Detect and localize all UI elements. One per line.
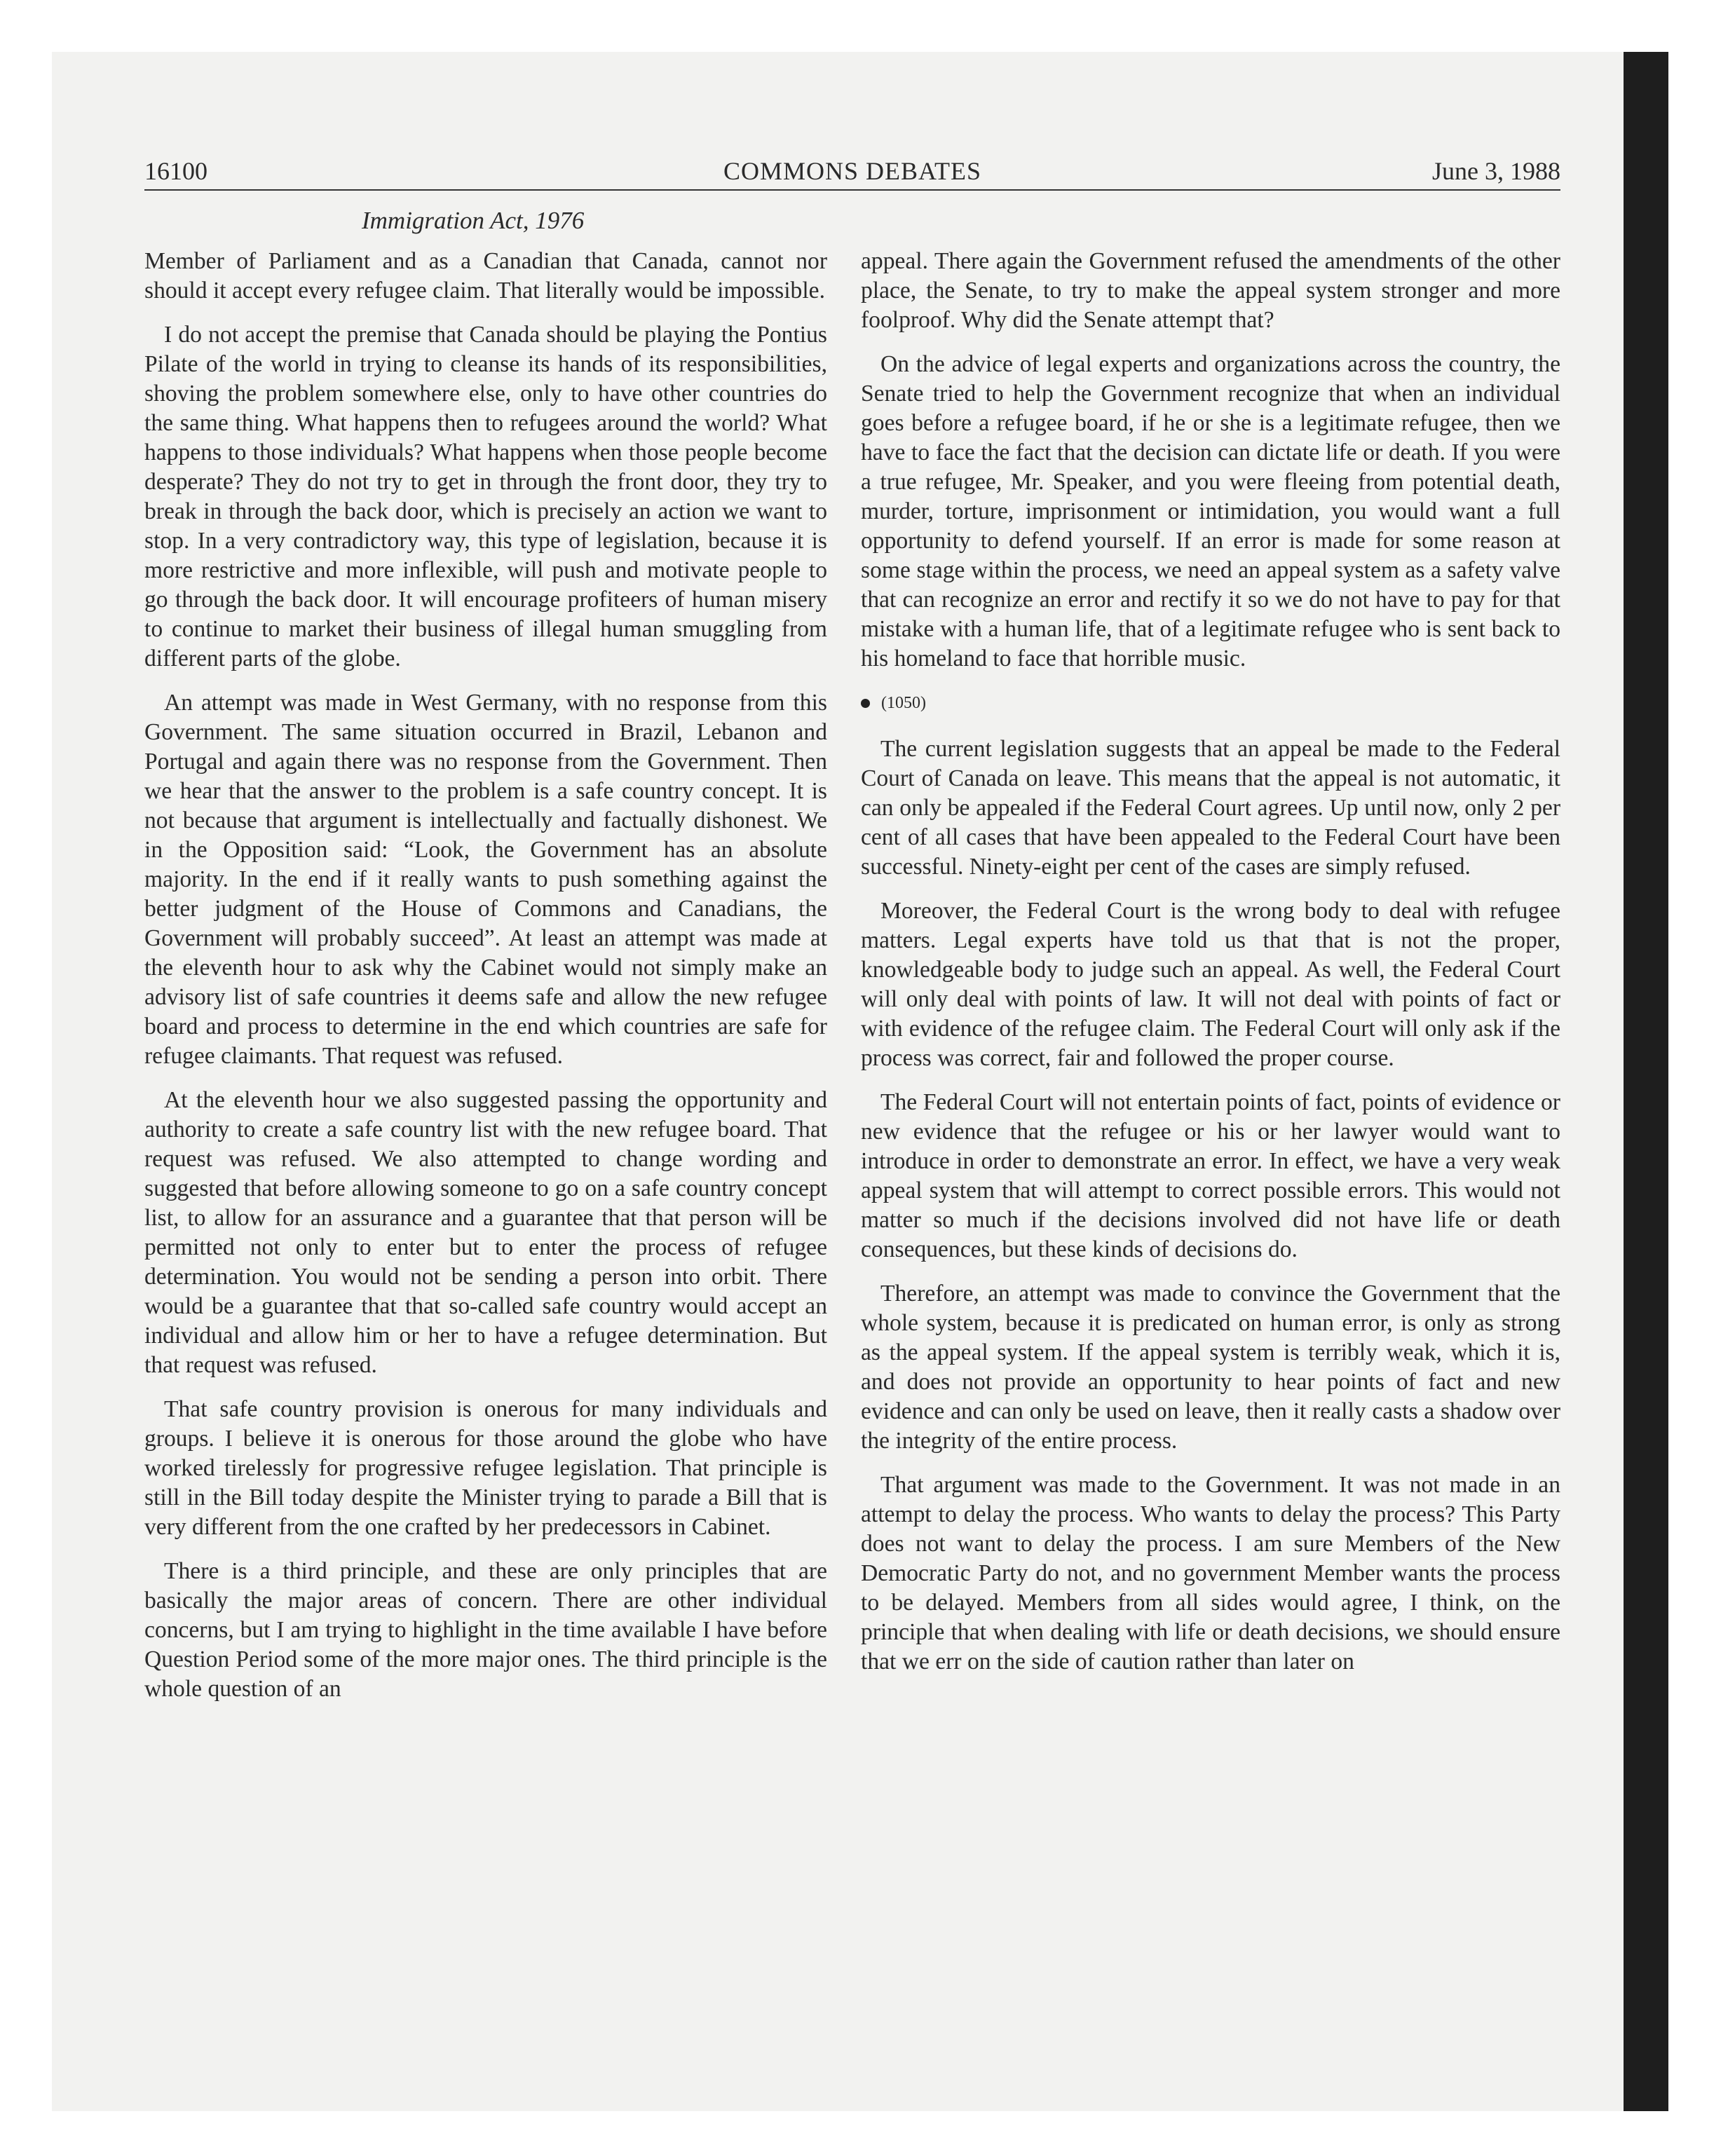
paragraph: Therefore, an attempt was made to convince the Government that the whole system, because it is predicated on human error, is only as strong as the appeal system. If the appeal system is terribly weak, which it is, and does not provide an opportunity to hear points of fact and new evidence and can only be used on leave, then it really casts a shadow over the integrity of the entire process. — [861, 1281, 1560, 1454]
time-marker — [861, 688, 1560, 718]
header-rule — [144, 189, 1560, 191]
paragraph: Moreover, the Federal Court is the wrong body to deal with refugee matters. Legal experts have told us that that is not the proper, knowledgeable body to judge such an appeal. As well, the Federal Court will only deal with points of law. It will not deal with points of fact or with evidence of the refugee claim. The Federal Court will only ask if the process was correct, fair and followed the proper course. — [861, 898, 1560, 1071]
paragraph: There is a third principle, and these are only principles that are basically the major areas of concern. There are other individual concerns, but I am trying to highlight in the time available I have before Question Period some of the more major ones. The third principle is the whole question of an — [144, 1558, 827, 1702]
paragraph: That safe country provision is onerous for many individuals and groups. I believe it is onerous for those around the globe who have worked tirelessly for progressive refugee legislation. That principle is still in the Bill today despite the Minister trying to parade a Bill that is very different from the one crafted by her predecessors in Cabinet. — [144, 1396, 827, 1540]
publication-date: June 3, 1988 — [1432, 157, 1560, 185]
paragraph: I do not accept the premise that Canada should be playing the Pontius Pilate of the world in trying to cleanse its hands of its responsibilities, shoving the problem somewhere else, only to have other countries do the same thing. What happens then to refugees around the world? What happens to those individuals? What happens when those people become desperate? They do not try to get in through the front door, they try to break in through the back door, which is precisely an action we want to stop. In a very contradictory way, this type of legislation, because it is more restrictive and more inflexible, will push and motivate people to go through the back door. It will encourage profiteers of human misery to continue to market their business of illegal human smuggling from different parts of the globe. — [144, 322, 827, 671]
page-header — [144, 154, 1560, 188]
scan-edge-bar — [1624, 52, 1668, 2111]
publication-title: COMMONS DEBATES — [723, 157, 982, 185]
paragraph: An attempt was made in West Germany, with no response from this Government. The same situation occurred in Brazil, Lebanon and Portugal and again there was no response from the Government. Then we hear that the answer to the problem is a safe country concept. It is not because that argument is intellectually and factually dishonest. We in the Opposition said: “Look, the Government has an absolute majority. In the end if it really wants to push something against the better judgment of the House of Commons and Canadians, the Government will probably succeed”. At least an attempt was made at the eleventh hour to ask why the Cabinet would not simply make an advisory list of safe countries it deems safe and allow the new refugee board and process to determine in the end which countries are safe for refugee claimants. That request was refused. — [144, 690, 827, 1069]
paragraph: At the eleventh hour we also suggested passing the opportunity and authority to create a safe country list with the new refugee board. That request was refused. We also attempted to change wording and suggested that before allowing someone to go on a safe country concept list, to allow for an assurance and a guarantee that that person will be permitted not only to enter but to enter the process of refugee determination. You would not be sending a person into orbit. There would be a guarantee that that so-called safe country would accept an individual and allow him or her to have a refugee determination. But that request was refused. — [144, 1087, 827, 1378]
bullet-dot-icon — [861, 699, 870, 708]
paragraph: That argument was made to the Government. It was not made in an attempt to delay the process. Who wants to delay the process? This Party does not want to delay the process. I am sure Members of the New Democratic Party do not, and no government Member wants the process to be delayed. Members from all sides would agree, I think, on the principle that when dealing with life or death decisions, we should ensure that we err on the side of caution rather than later on — [861, 1472, 1560, 1674]
subject-heading: Immigration Act, 1976 — [362, 207, 585, 234]
paragraph: On the advice of legal experts and organizations across the country, the Senate tried to help the Government recognize that when an individual goes before a refugee board, if he or she is a legitimate refugee, then we have to face the fact that the decision can dictate life or death. If you were a true refugee, Mr. Speaker, and you were fleeing from potential death, murder, torture, imprisonment or intimidation, you would want a full opportunity to defend yourself. If an error is made for some reason at some stage within the process, we need an appeal system as a safety valve that can recognize an error and rectify it so we do not have to pay for that mistake with a human life, that of a legitimate refugee who is sent back to his homeland to face that horrible music. — [861, 351, 1560, 671]
paragraph: Member of Parliament and as a Canadian that Canada, cannot nor should it accept every refugee claim. That literally would be impossible. — [144, 248, 827, 303]
right-column — [861, 247, 1560, 1691]
paragraph: appeal. There again the Government refused the amendments of the other place, the Senate, to try to make the appeal system stronger and more foolproof. Why did the Senate attempt that? — [861, 248, 1560, 333]
page-number: 16100 — [144, 157, 207, 185]
left-column — [144, 247, 827, 1719]
paragraph: The Federal Court will not entertain points of fact, points of evidence or new evidence that the refugee or his or her lawyer would want to introduce in order to demonstrate an error. In effect, we have a very weak appeal system that will attempt to correct possible errors. This would not matter so much if the decisions involved did not have life or death consequences, but these kinds of decisions do. — [861, 1089, 1560, 1262]
time-marker-label: (1050) — [881, 694, 926, 712]
paragraph: The current legislation suggests that an appeal be made to the Federal Court of Canada on leave. This means that the appeal is not automatic, it can only be appealed if the Federal Court agrees. Up until now, only 2 per cent of all cases that have been appealed to the Federal Court have been successful. Ninety-eight per cent of the cases are simply refused. — [861, 736, 1560, 880]
